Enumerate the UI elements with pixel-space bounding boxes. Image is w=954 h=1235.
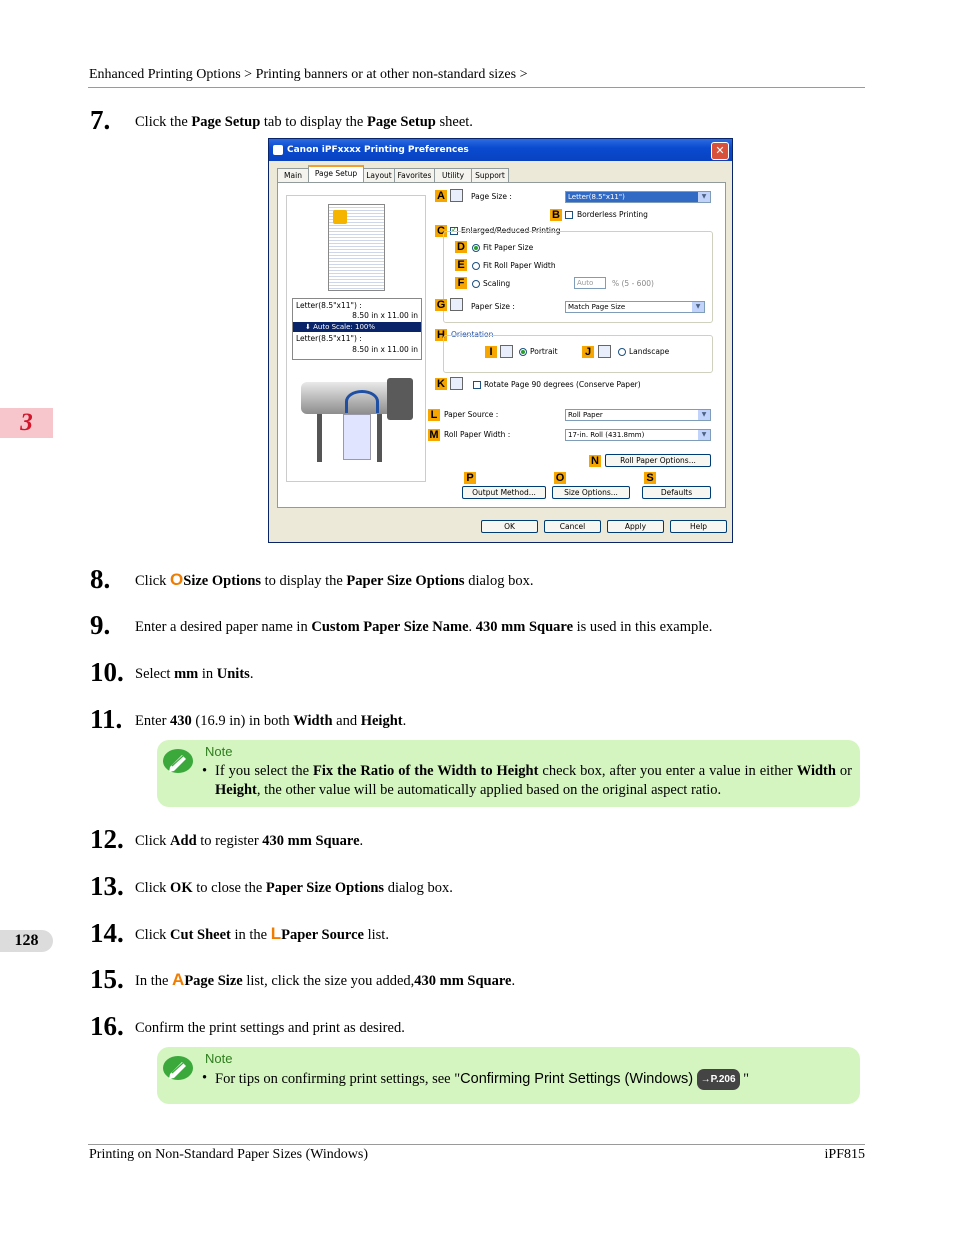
page-reference-badge[interactable]: →P.206 [697, 1069, 740, 1090]
footer-divider [88, 1144, 865, 1145]
callout-k: K [435, 378, 447, 390]
step-11: 11. Enter 430 (16.9 in) in both Width and Height. [90, 704, 407, 734]
printer-icon [273, 145, 283, 155]
step-10: 10. Select mm in Units. [90, 657, 254, 687]
output-method-button[interactable]: Output Method... [462, 486, 546, 499]
note-box: Note • For tips on confirming print settings, see "Confirming Print Settings (Windows) →P.206 " [157, 1047, 860, 1104]
callout-f: F [455, 277, 467, 289]
step-8: 8. Click OSize Options to display the Paper Size Options dialog box. [90, 564, 534, 594]
defaults-button[interactable]: Defaults [642, 486, 711, 499]
footer-model: iPF815 [824, 1147, 865, 1162]
callout-p: P [464, 472, 476, 484]
footer-section-title: Printing on Non-Standard Paper Sizes (Windows) [89, 1147, 369, 1162]
arrow-down-icon: ⬇ [305, 323, 314, 331]
breadcrumb-item[interactable]: Enhanced Printing Options [89, 67, 241, 82]
rotate-page-icon [450, 377, 463, 390]
chevron-down-icon: ▼ [698, 430, 710, 440]
step-12: 12. Click Add to register 430 mm Square. [90, 824, 364, 854]
callout-j: J [582, 346, 594, 358]
note-pencil-icon [162, 748, 194, 774]
orientation-group [443, 335, 713, 373]
page-preview-image [328, 204, 385, 291]
paper-size-icon [450, 298, 463, 311]
scaling-input[interactable]: Auto [574, 277, 606, 289]
paper-size-dropdown[interactable]: Match Page Size ▼ [565, 301, 705, 313]
size-info-box: Letter(8.5"x11") : 8.50 in x 11.00 in ⬇ Auto Scale: 100% Letter(8.5"x11") : 8.50 in x 11.00 in [292, 298, 422, 360]
confirming-print-settings-link[interactable]: Confirming Print Settings (Windows) [460, 1071, 694, 1087]
fit-roll-width-radio[interactable] [472, 262, 480, 270]
dialog-title-bar: Canon iPFxxxx Printing Preferences ✕ [269, 139, 732, 161]
callout-c: C [435, 225, 447, 237]
paper-source-dropdown[interactable]: Roll Paper ▼ [565, 409, 711, 421]
callout-o: O [555, 472, 565, 484]
tab-favorites[interactable]: Favorites [394, 168, 435, 182]
callout-a: A [435, 190, 447, 202]
callout-b: B [550, 209, 562, 221]
callout-e: E [455, 259, 467, 271]
callout-letter: A [172, 970, 185, 989]
roll-paper-options-button[interactable]: Roll Paper Options... [605, 454, 711, 467]
rotate-page-checkbox[interactable] [473, 381, 481, 389]
preview-pane [286, 195, 426, 482]
breadcrumb-item[interactable]: Printing banners or at other non-standard sizes [255, 67, 517, 82]
chevron-down-icon: ▼ [698, 192, 710, 202]
printing-preferences-dialog [268, 138, 733, 543]
close-icon[interactable]: ✕ [711, 142, 729, 160]
callout-n: N [589, 455, 601, 467]
landscape-icon [598, 345, 611, 358]
breadcrumb: Enhanced Printing Options > Printing banners or at other non-standard sizes > [89, 67, 528, 82]
callout-letter: L [270, 924, 282, 943]
size-options-button[interactable]: Size Options... [552, 486, 630, 499]
tab-utility[interactable]: Utility [434, 168, 472, 182]
step-9: 9. Enter a desired paper name in Custom Paper Size Name. 430 mm Square is used in this example. [90, 610, 713, 640]
tab-support[interactable]: Support [471, 168, 509, 182]
note-pencil-icon [162, 1055, 194, 1081]
callout-h: H [435, 329, 447, 341]
tab-page-setup[interactable]: Page Setup [308, 165, 364, 183]
fit-paper-size-radio[interactable] [472, 244, 480, 252]
help-button[interactable]: Help [670, 520, 727, 533]
page-size-icon [450, 189, 463, 202]
borderless-checkbox[interactable] [565, 211, 573, 219]
step-16: 16. Confirm the print settings and print as desired. [90, 1011, 405, 1041]
chevron-down-icon: ▼ [698, 410, 710, 420]
callout-l: L [428, 409, 440, 421]
tab-main[interactable]: Main [277, 168, 309, 182]
scaling-radio[interactable] [472, 280, 480, 288]
roll-width-dropdown[interactable]: 17-in. Roll (431.8mm) ▼ [565, 429, 711, 441]
chapter-tab: 3 [0, 408, 53, 438]
landscape-radio[interactable] [618, 348, 626, 356]
callout-d: D [455, 241, 467, 253]
callout-g: G [436, 299, 446, 311]
callout-i: I [485, 346, 497, 358]
portrait-radio[interactable] [519, 348, 527, 356]
header-divider [88, 87, 865, 88]
page-size-dropdown[interactable]: Letter(8.5"x11") ▼ [565, 191, 711, 203]
ok-button[interactable]: OK [481, 520, 538, 533]
callout-s: S [644, 472, 656, 484]
note-box: Note • If you select the Fix the Ratio of the Width to Height check box, after you enter a value in either Width or Height, the other value will be automatically applied based on the original aspect ratio. [157, 740, 860, 807]
preview-graphic [333, 210, 347, 224]
apply-button[interactable]: Apply [607, 520, 664, 533]
step-13: 13. Click OK to close the Paper Size Options dialog box. [90, 871, 453, 901]
callout-m: M [429, 429, 439, 441]
step-7: 7. Click the Page Setup tab to display the Page Setup sheet. [90, 105, 473, 135]
auto-scale-row: ⬇ Auto Scale: 100% [293, 322, 421, 332]
tab-layout[interactable]: Layout [363, 168, 395, 182]
callout-letter: O [170, 570, 184, 589]
step-14: 14. Click Cut Sheet in the LPaper Source list. [90, 918, 389, 948]
portrait-icon [500, 345, 513, 358]
chevron-down-icon: ▼ [692, 302, 704, 312]
printer-illustration [297, 374, 419, 469]
step-15: 15. In the APage Size list, click the size you added,430 mm Square. [90, 964, 516, 994]
enlarged-reduced-checkbox[interactable]: ✓ [451, 225, 458, 234]
page-setup-panel: Letter(8.5"x11") : 8.50 in x 11.00 in ⬇ Auto Scale: 100% Letter(8.5"x11") : 8.50 in x 11.00 in A Page Size : Letter(8.5"x11") ▼ B Borderless Printing C ✓ Enlarged/Reduced Printing D Fit Paper Size E Fit Roll Paper Width F Scaling Auto % (5 - 600) G Paper Size : Match Page Size ▼ H Orientation I Portrait J Landscape K Rotate Page 90 degrees (Conserve Paper) L Paper Source : Roll Paper ▼ M Roll Paper Width : 17-in. Roll (431.8mm) ▼ N Roll Paper Options... P O S Output Method... Size Options... Defaults [277, 182, 726, 508]
cancel-button[interactable]: Cancel [544, 520, 601, 533]
page-number: 128 [0, 930, 53, 952]
